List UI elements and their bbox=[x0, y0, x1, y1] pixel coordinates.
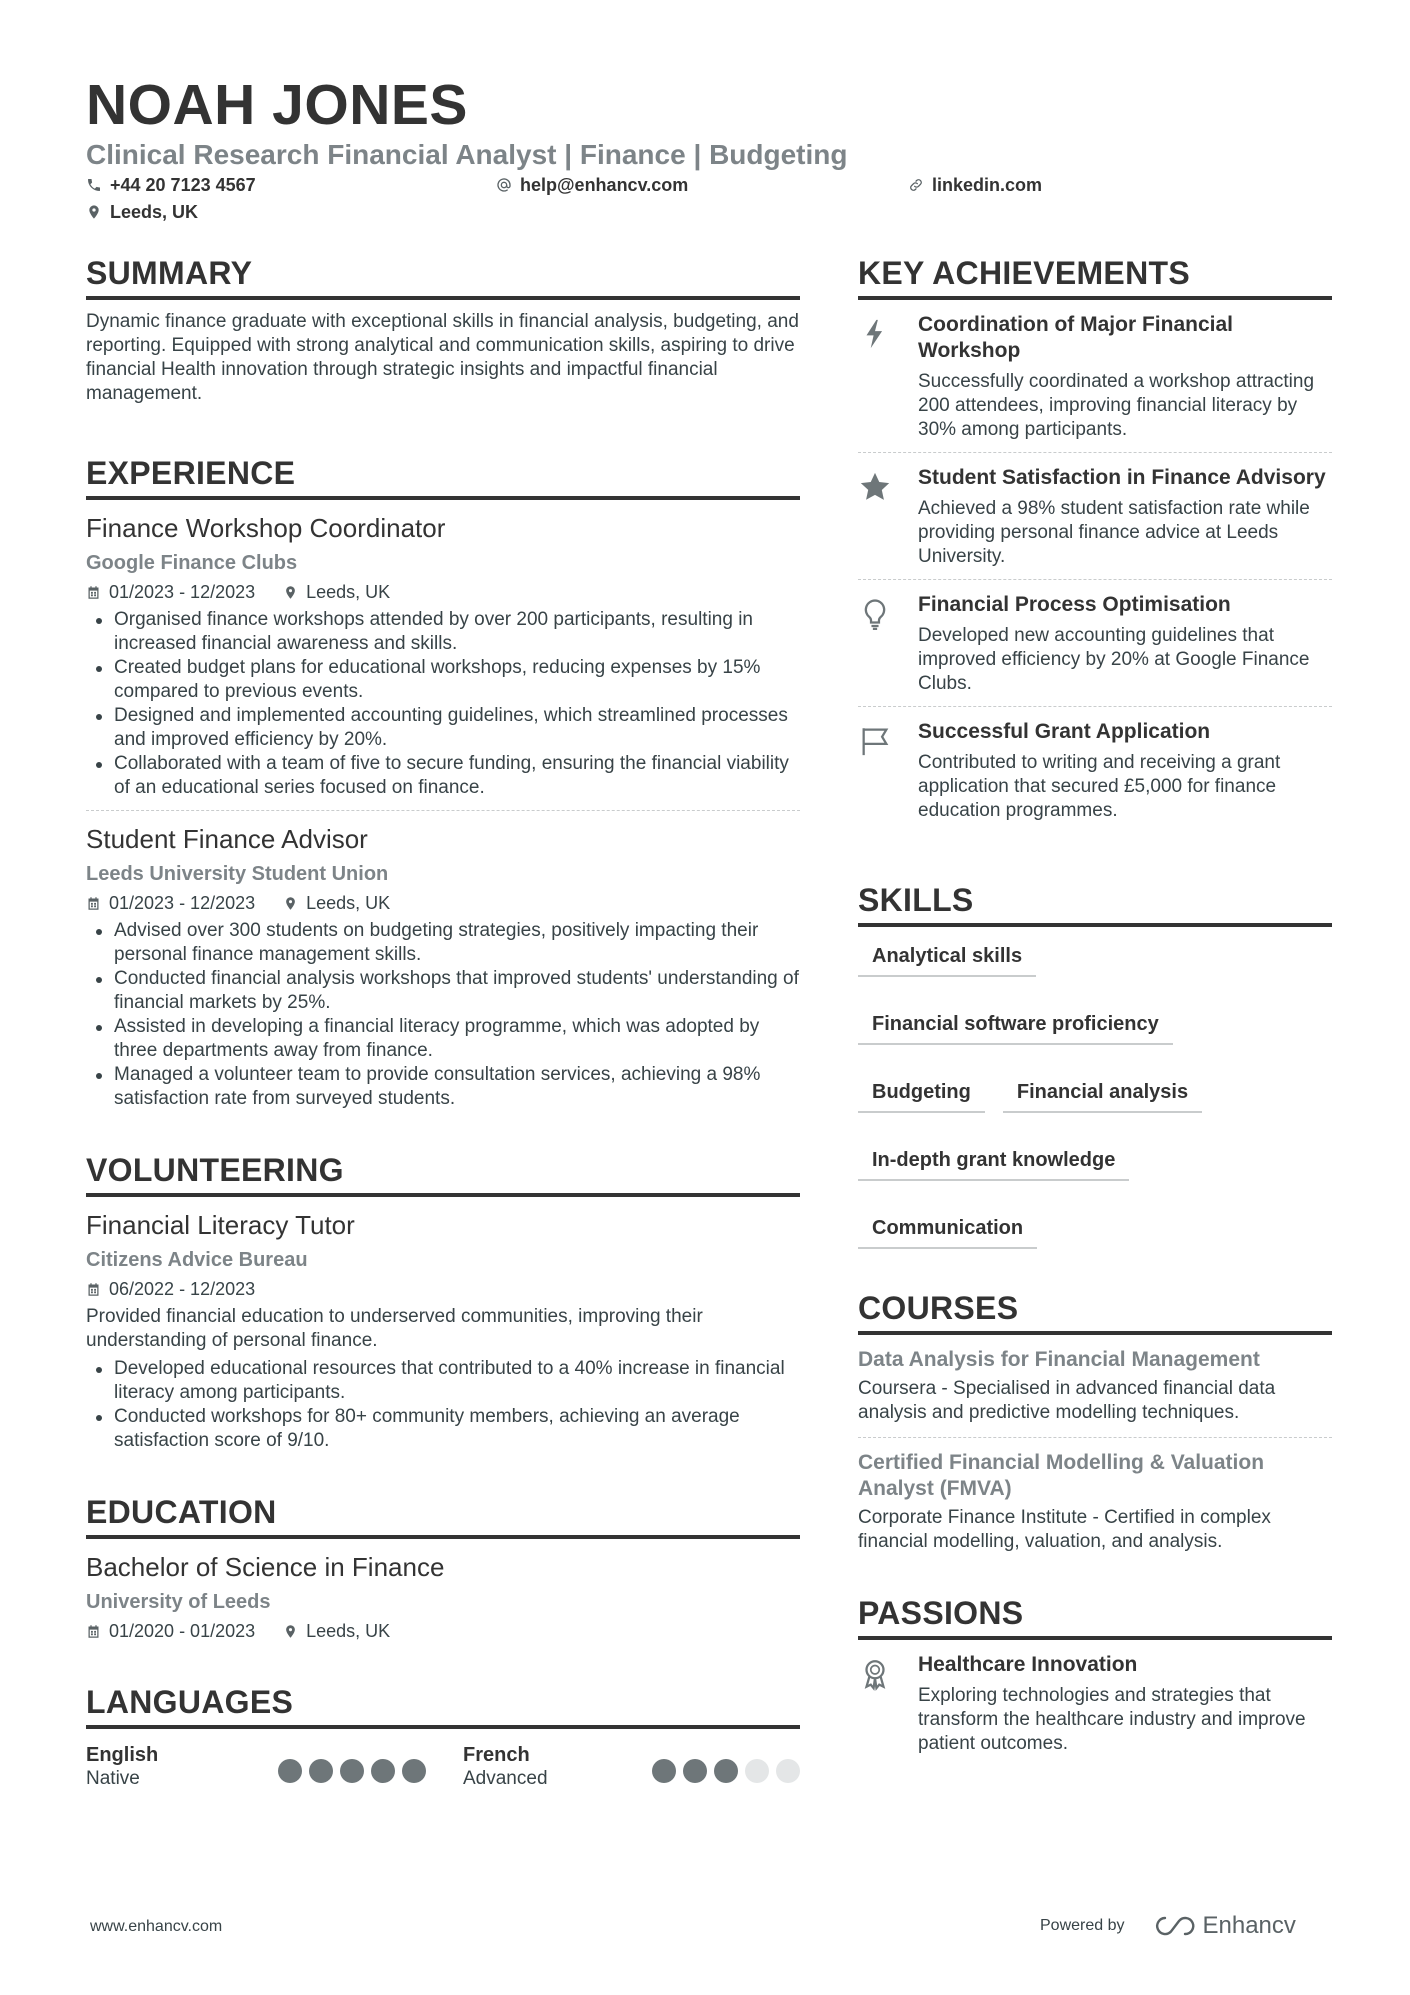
language-rating bbox=[652, 1751, 800, 1791]
skill-tag: Budgeting bbox=[858, 1073, 985, 1113]
language-level: Native bbox=[86, 1768, 140, 1789]
skill-tag: Financial analysis bbox=[1003, 1073, 1202, 1113]
job-dates: 01/2023 - 12/2023 bbox=[109, 582, 256, 602]
contact-phone bbox=[86, 174, 256, 196]
rating-dot-filled bbox=[340, 1759, 364, 1783]
footer-site[interactable]: www.enhancv.com bbox=[90, 1918, 223, 1935]
course-item bbox=[858, 1335, 1332, 1425]
job-role: Student Finance Advisor bbox=[86, 824, 368, 854]
email-text[interactable]: help@enhancv.com bbox=[520, 175, 689, 195]
education-location: Leeds, UK bbox=[306, 1621, 391, 1641]
bullet-item: Assisted in developing a financial literacy programme, which was adopted by three departments away from finance. bbox=[114, 1015, 800, 1063]
bullet-item: Organised finance workshops attended by over 200 participants, resulting in increased financial awareness and skills. bbox=[114, 608, 800, 656]
languages-list bbox=[86, 1743, 800, 1791]
bullet-item: Conducted workshops for 80+ community members, achieving an average satisfaction score of 9/10. bbox=[114, 1405, 800, 1453]
rating-dot-filled bbox=[652, 1759, 676, 1783]
achievement-item bbox=[858, 706, 1332, 833]
passion-desc: Exploring technologies and strategies that transform the healthcare industry and improve patient outcomes. bbox=[918, 1685, 1306, 1754]
brand-name: Enhancv bbox=[1202, 1912, 1296, 1939]
enhancv-logo-icon bbox=[1151, 1914, 1197, 1938]
job-entry bbox=[86, 500, 800, 800]
education-section bbox=[86, 1493, 800, 1643]
volunteer-bullets bbox=[86, 1357, 800, 1453]
language-item bbox=[86, 1743, 463, 1791]
lightbulb-icon bbox=[858, 596, 892, 632]
contact-email bbox=[496, 174, 688, 196]
bullet-item: Collaborated with a team of five to secure funding, ensuring the financial viability of an educational series focused on finance. bbox=[114, 752, 800, 800]
education-school: University of Leeds bbox=[86, 1591, 271, 1613]
job-meta bbox=[86, 580, 800, 604]
achievements-heading: KEY ACHIEVEMENTS bbox=[858, 254, 1332, 300]
bullet-item: Managed a volunteer team to provide consultation services, achieving a 98% satisfaction rate from surveyed students. bbox=[114, 1063, 800, 1111]
rating-dot-filled bbox=[278, 1759, 302, 1783]
achievement-desc: Successfully coordinated a workshop attracting 200 attendees, improving financial literacy by 30% among participants. bbox=[918, 371, 1315, 440]
bullet-item: Designed and implemented accounting guidelines, which streamlined processes and improved efficiency by 20%. bbox=[114, 704, 800, 752]
calendar-icon bbox=[86, 896, 101, 911]
education-entry bbox=[86, 1539, 800, 1643]
passion-item bbox=[858, 1640, 1332, 1766]
skill-tag: Financial software proficiency bbox=[858, 1005, 1173, 1045]
languages-section bbox=[86, 1683, 800, 1791]
achievement-desc: Contributed to writing and receiving a grant application that secured £5,000 for finance education programmes. bbox=[918, 752, 1281, 821]
course-title: Data Analysis for Financial Management bbox=[858, 1348, 1260, 1371]
achievement-item bbox=[858, 579, 1332, 706]
achievement-item bbox=[858, 452, 1332, 579]
languages-heading: LANGUAGES bbox=[86, 1683, 800, 1729]
achievement-title: Student Satisfaction in Finance Advisory bbox=[918, 466, 1326, 489]
calendar-icon bbox=[86, 1624, 101, 1639]
lightning-icon bbox=[858, 316, 892, 352]
course-desc: Corporate Finance Institute - Certified in complex financial modelling, valuation, and analysis. bbox=[858, 1507, 1271, 1552]
bullet-item: Conducted financial analysis workshops that improved students' understanding of financial markets by 25%. bbox=[114, 968, 799, 1013]
passions-section bbox=[858, 1594, 1332, 1766]
website-text[interactable]: linkedin.com bbox=[932, 175, 1043, 195]
skill-tag: In-depth grant knowledge bbox=[858, 1141, 1129, 1181]
job-meta bbox=[86, 891, 800, 915]
calendar-icon bbox=[86, 1282, 101, 1297]
achievement-desc: Developed new accounting guidelines that improved efficiency by 20% at Google Finance Clubs. bbox=[918, 625, 1310, 694]
job-dates: 01/2023 - 12/2023 bbox=[109, 893, 256, 913]
skills-list bbox=[858, 937, 1332, 1249]
achievement-title: Successful Grant Application bbox=[918, 720, 1211, 743]
experience-section bbox=[86, 454, 800, 1111]
achievement-item bbox=[858, 300, 1332, 452]
star-icon bbox=[858, 469, 892, 505]
volunteer-entry bbox=[86, 1197, 800, 1453]
powered-by-text: Powered by bbox=[1040, 1917, 1125, 1934]
phone-icon bbox=[86, 177, 102, 193]
location-pin-icon bbox=[283, 585, 298, 600]
education-degree: Bachelor of Science in Finance bbox=[86, 1552, 445, 1582]
summary-text: Dynamic finance graduate with exceptional skills in financial analysis, budgeting, and reporting. Equipped with strong analytical and communication skills, aspiring to drive financial Health innovation through strategic insights and impactful financial management. bbox=[86, 311, 799, 404]
skill-tag: Analytical skills bbox=[858, 937, 1036, 977]
location-pin-icon bbox=[283, 896, 298, 911]
phone-text: +44 20 7123 4567 bbox=[110, 175, 256, 195]
rating-dot-filled bbox=[714, 1759, 738, 1783]
education-heading: EDUCATION bbox=[86, 1493, 800, 1539]
calendar-icon bbox=[86, 585, 101, 600]
job-company: Leeds University Student Union bbox=[86, 863, 389, 885]
job-bullets bbox=[86, 919, 800, 1111]
right-column bbox=[858, 254, 1332, 1814]
volunteer-org: Citizens Advice Bureau bbox=[86, 1249, 308, 1271]
job-bullets bbox=[86, 608, 800, 800]
education-dates: 01/2020 - 01/2023 bbox=[109, 1621, 256, 1641]
courses-section bbox=[858, 1289, 1332, 1554]
bullet-item: Advised over 300 students on budgeting strategies, positively impacting their personal finance management skills. bbox=[114, 919, 800, 967]
bullet-item: Created budget plans for educational workshops, reducing expenses by 15% compared to previous events. bbox=[114, 656, 800, 704]
achievement-title: Financial Process Optimisation bbox=[918, 593, 1231, 616]
rating-dot-empty bbox=[745, 1759, 769, 1783]
language-item bbox=[463, 1743, 800, 1791]
job-company: Google Finance Clubs bbox=[86, 552, 298, 574]
achievements-section bbox=[858, 254, 1332, 833]
footer-branding bbox=[1040, 1912, 1296, 1940]
candidate-name: NOAH JONES bbox=[86, 73, 468, 137]
award-ribbon-icon bbox=[858, 1656, 892, 1692]
rating-dot-filled bbox=[683, 1759, 707, 1783]
location-pin-icon bbox=[86, 204, 102, 220]
job-location: Leeds, UK bbox=[306, 893, 391, 913]
volunteering-section bbox=[86, 1151, 800, 1453]
volunteer-description: Provided financial education to underserved communities, improving their understanding of personal finance. bbox=[86, 1306, 703, 1351]
passion-title: Healthcare Innovation bbox=[918, 1653, 1138, 1676]
skill-tag: Communication bbox=[858, 1209, 1037, 1249]
experience-heading: EXPERIENCE bbox=[86, 454, 800, 500]
brand-logo[interactable] bbox=[1151, 1912, 1296, 1940]
volunteering-heading: VOLUNTEERING bbox=[86, 1151, 800, 1197]
language-level: Advanced bbox=[463, 1768, 548, 1789]
volunteer-dates: 06/2022 - 12/2023 bbox=[109, 1279, 256, 1299]
location-pin-icon bbox=[283, 1624, 298, 1639]
volunteer-role: Financial Literacy Tutor bbox=[86, 1210, 355, 1240]
job-entry bbox=[86, 810, 800, 1111]
bullet-item: Developed educational resources that contributed to a 40% increase in financial literacy among participants. bbox=[114, 1357, 800, 1405]
job-location: Leeds, UK bbox=[306, 582, 391, 602]
job-role: Finance Workshop Coordinator bbox=[86, 513, 446, 543]
rating-dot-filled bbox=[402, 1759, 426, 1783]
education-meta bbox=[86, 1619, 800, 1643]
contact-location bbox=[86, 201, 198, 223]
flag-icon bbox=[858, 723, 892, 759]
courses-heading: COURSES bbox=[858, 1289, 1332, 1335]
achievement-title: Coordination of Major Financial Workshop bbox=[918, 313, 1233, 362]
achievement-desc: Achieved a 98% student satisfaction rate while providing personal finance advice at Leeds University. bbox=[918, 498, 1310, 567]
rating-dot-filled bbox=[309, 1759, 333, 1783]
link-icon bbox=[908, 177, 924, 193]
summary-section bbox=[86, 254, 800, 406]
left-column bbox=[86, 254, 800, 1839]
passions-heading: PASSIONS bbox=[858, 1594, 1332, 1640]
location-text: Leeds, UK bbox=[110, 202, 199, 222]
rating-dot-empty bbox=[776, 1759, 800, 1783]
at-icon bbox=[496, 177, 512, 193]
course-desc: Coursera - Specialised in advanced financial data analysis and predictive modelling techniques. bbox=[858, 1378, 1276, 1423]
course-title: Certified Financial Modelling & Valuation Analyst (FMVA) bbox=[858, 1451, 1265, 1500]
contact-website bbox=[908, 174, 1042, 196]
language-rating bbox=[278, 1751, 426, 1791]
language-name: French bbox=[463, 1744, 530, 1766]
course-item bbox=[858, 1437, 1332, 1554]
candidate-title: Clinical Research Financial Analyst | Finance | Budgeting bbox=[86, 139, 848, 170]
skills-heading: SKILLS bbox=[858, 881, 1332, 927]
summary-heading: SUMMARY bbox=[86, 254, 800, 300]
rating-dot-filled bbox=[371, 1759, 395, 1783]
language-name: English bbox=[86, 1744, 159, 1766]
skills-section bbox=[858, 881, 1332, 1249]
volunteer-meta bbox=[86, 1277, 800, 1301]
